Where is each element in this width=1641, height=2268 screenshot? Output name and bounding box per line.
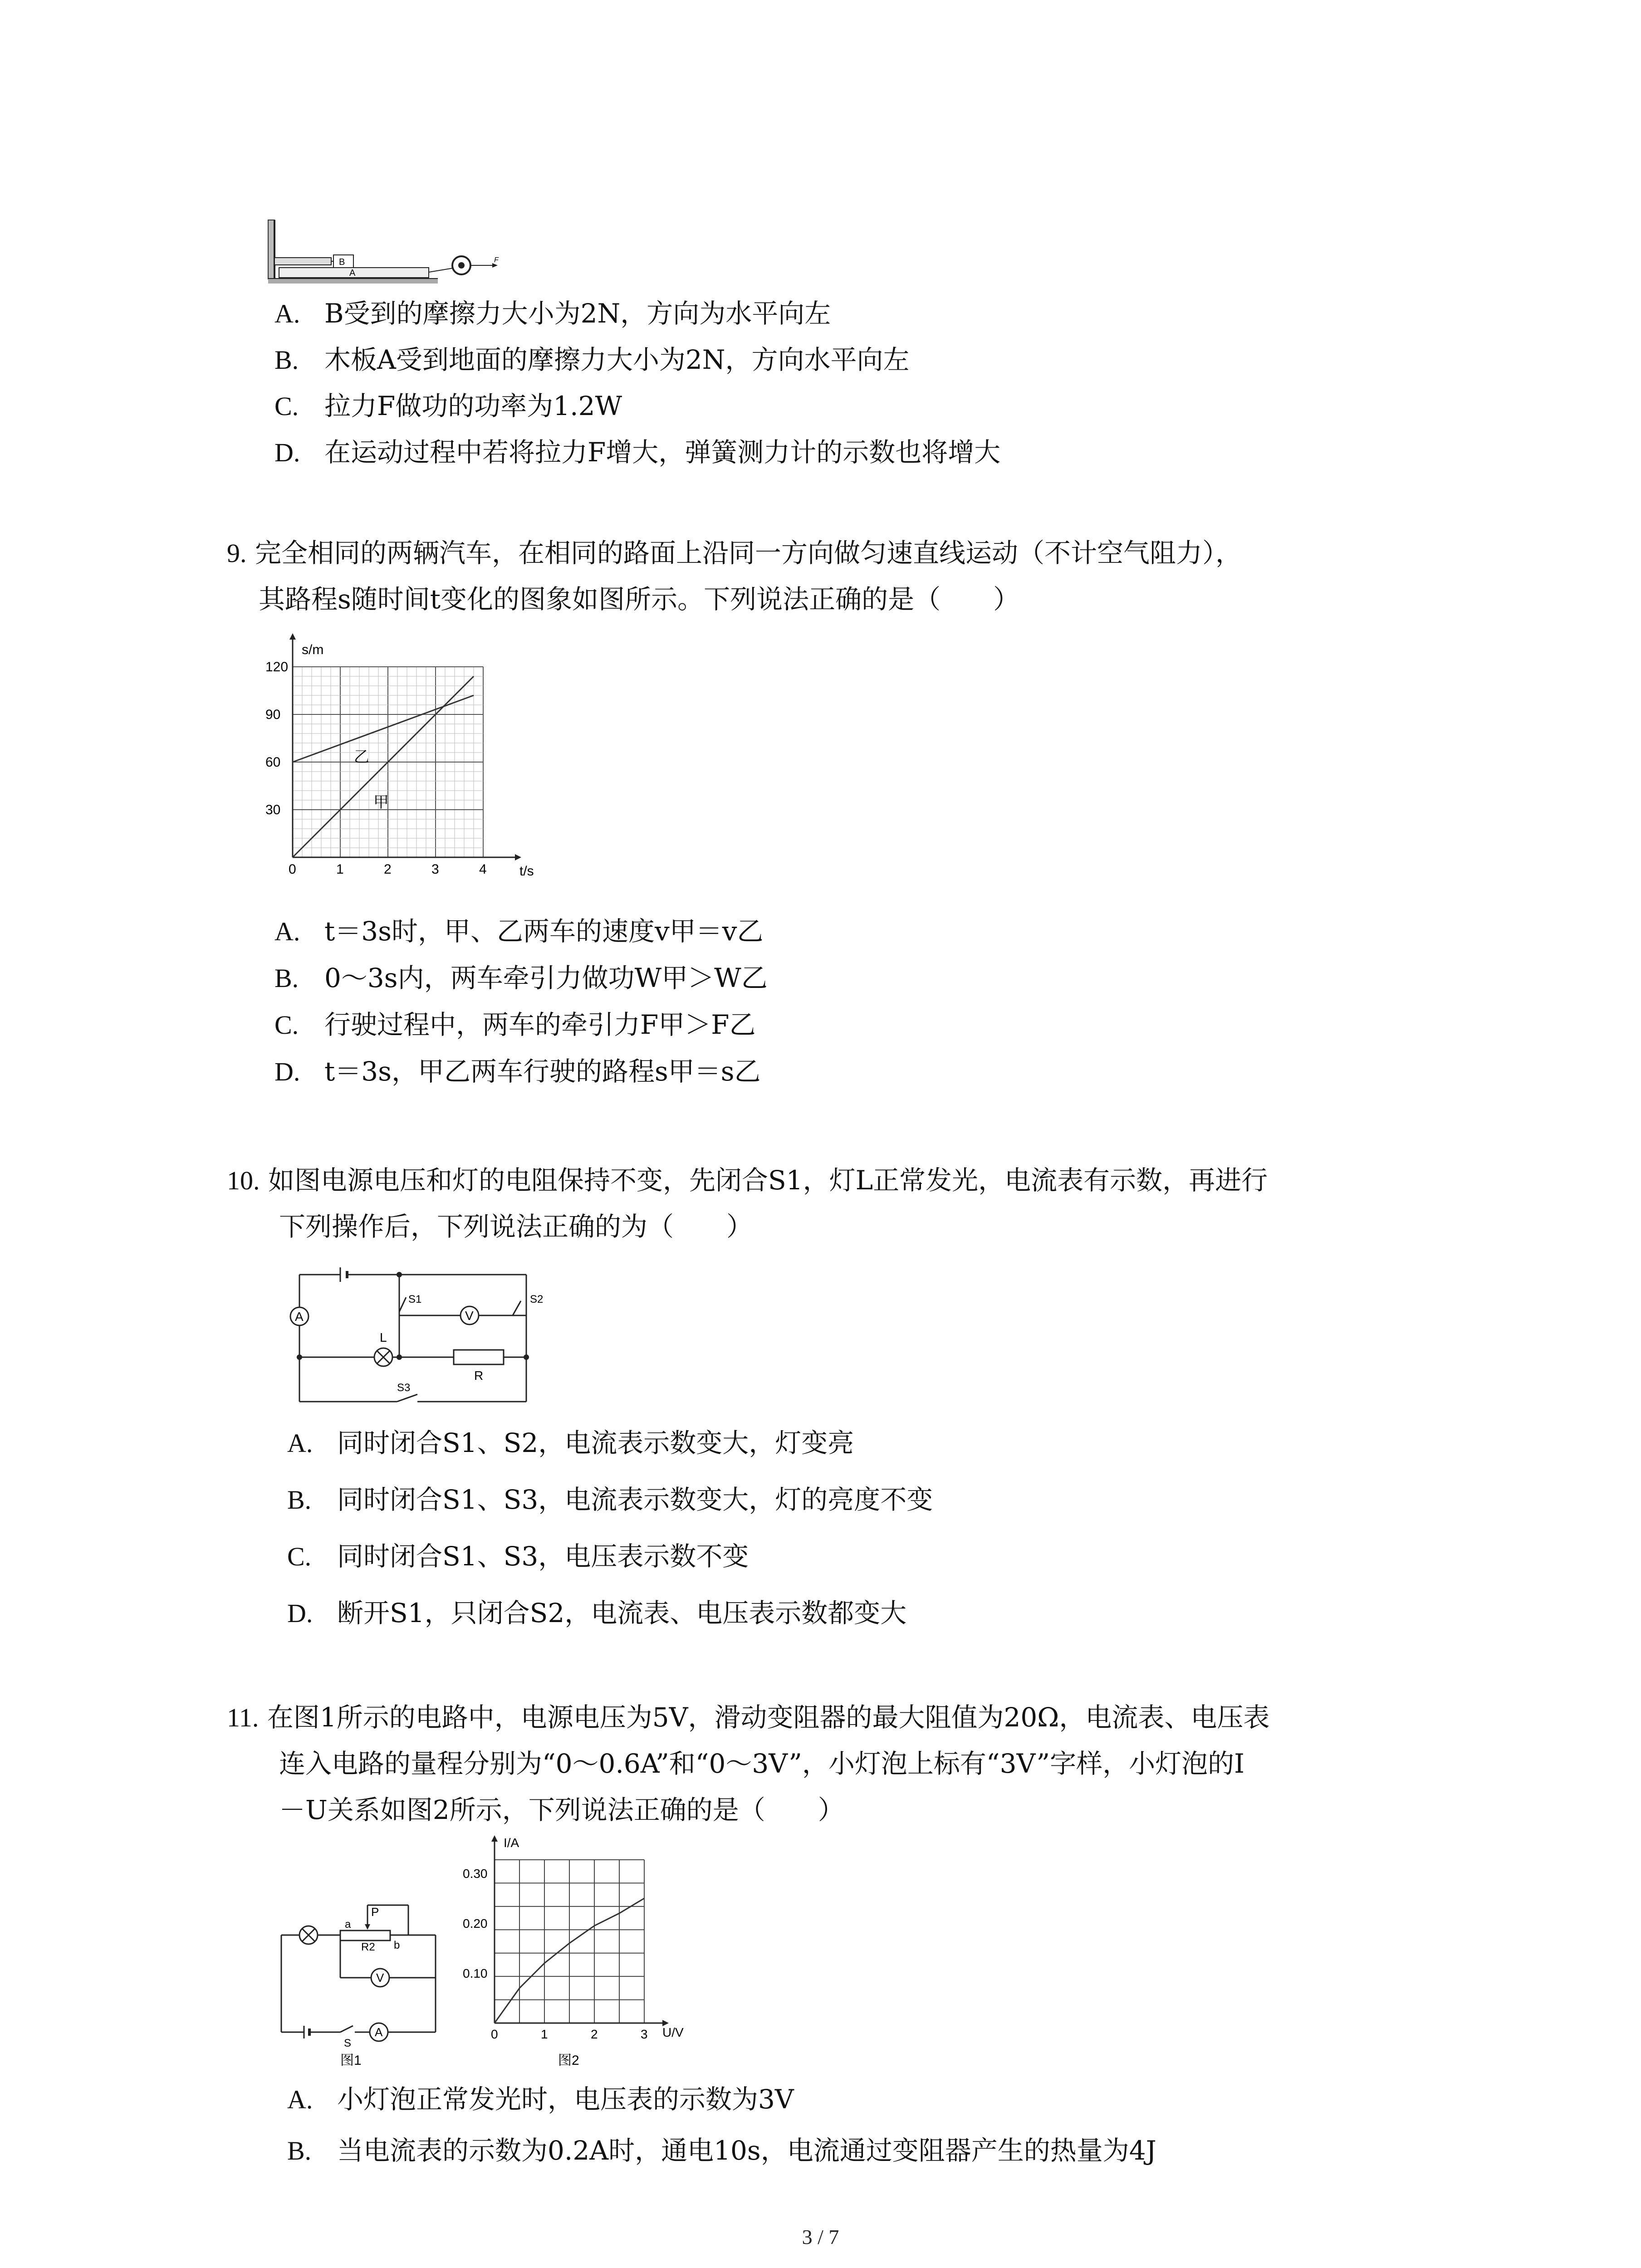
q8-figure — [265, 218, 501, 286]
q11-y-tick-label: 0.10 — [463, 1966, 488, 1980]
q11-a-label: a — [345, 1918, 351, 1931]
q10-s3-label: S3 — [397, 1382, 411, 1394]
q10-s2-label: S2 — [530, 1293, 544, 1305]
q10-ammeter-label: A — [295, 1310, 304, 1324]
q10-lamp-label: L — [380, 1330, 387, 1344]
q9-series-line-0 — [293, 676, 474, 857]
q9-option-d: D. t＝3s，甲乙两车行驶的路程s甲＝s乙 — [274, 1056, 761, 1087]
q9-option-b: B. 0～3s内，两车牵引力做功W甲＞W乙 — [274, 963, 768, 993]
q11-stem-line2: 连入电路的量程分别为“0～0.6A”和“0～3V”，小灯泡上标有“3V”字样，小灯泡的I — [279, 1748, 1245, 1779]
q11-r2-label: R2 — [361, 1941, 375, 1953]
q9-option-c: C. 行驶过程中，两车的牵引力F甲＞F乙 — [274, 1009, 756, 1040]
q10-option-c: C. 同时闭合S1、S3，电压表示数不变 — [287, 1541, 749, 1572]
q10-s1-label: S1 — [408, 1293, 422, 1305]
q11-y-tick-label: 0.30 — [463, 1867, 488, 1881]
q11-slider-label: P — [371, 1905, 379, 1919]
q11-switch-label: S — [344, 2037, 352, 2049]
q11-fig1-caption: 图1 — [340, 2053, 362, 2068]
q11-stem-line1: 11. 在图1所示的电路中，电源电压为5V，滑动变阻器的最大阻值为20Ω，电流表、电压表 — [227, 1702, 1270, 1733]
q11-stem-line3: －U关系如图2所示，下列说法正确的是（ ） — [279, 1794, 844, 1825]
q11-xlabel: U/V — [662, 2025, 684, 2039]
q9-series-label-yi: 乙 — [354, 748, 369, 766]
q9-x-tick-label: 1 — [336, 862, 344, 877]
q8-option-c: C. 拉力F做功的功率为1.2W — [274, 391, 622, 421]
q10-voltmeter-label: V — [465, 1309, 474, 1323]
q9-series-label-jia: 甲 — [373, 794, 389, 811]
q8-option-d: D. 在运动过程中若将拉力F增大，弹簧测力计的示数也将增大 — [274, 437, 1001, 468]
q11-chart — [463, 1828, 703, 2068]
page-number: 3 / 7 — [802, 2225, 839, 2248]
q10-option-a: A. 同时闭合S1、S2，电流表示数变大，灯变亮 — [287, 1427, 854, 1458]
q9-x-tick-label: 4 — [479, 862, 487, 877]
q9-y-tick-label: 120 — [265, 660, 289, 675]
q11-x-tick-label: 1 — [541, 2027, 548, 2041]
q9-x-tick-label: 3 — [431, 862, 439, 877]
board-a-label: A — [349, 268, 356, 278]
force-label: F — [494, 256, 499, 264]
q9-ylabel: s/m — [302, 642, 324, 657]
q10-option-b: B. 同时闭合S1、S3，电流表示数变大，灯的亮度不变 — [287, 1484, 933, 1515]
q9-y-tick-label: 90 — [265, 707, 281, 722]
q11-x-tick-label: 3 — [641, 2027, 648, 2041]
q9-series-line-1 — [293, 695, 474, 762]
q10-option-d: D. 断开S1，只闭合S2，电流表、电压表示数都变大 — [287, 1598, 907, 1628]
q8-option-b: B. 木板A受到地面的摩擦力大小为2N，方向水平向左 — [274, 344, 910, 375]
q9-option-a: A. t＝3s时，甲、乙两车的速度v甲＝v乙 — [274, 916, 764, 947]
q9-xlabel: t/s — [519, 864, 534, 879]
q9-chart — [265, 626, 560, 885]
q11-option-a: A. 小灯泡正常发光时，电压表的示数为3V — [287, 2084, 794, 2115]
q8-option-a: A. B受到的摩擦力大小为2N，方向为水平向左 — [274, 298, 831, 329]
q9-y-arrow — [289, 633, 296, 640]
q11-y-tick-label: 0.20 — [463, 1916, 488, 1931]
block-b-label: B — [339, 257, 345, 267]
q11-b-label: b — [394, 1939, 400, 1951]
q11-fig2-caption: 图2 — [558, 2053, 579, 2068]
q11-x-tick-label: 0 — [491, 2027, 498, 2041]
q9-x-tick-label: 2 — [384, 862, 392, 877]
q11-y-arrow — [491, 1835, 498, 1842]
q11-x-tick-label: 2 — [591, 2027, 598, 2041]
q9-y-tick-label: 60 — [265, 755, 281, 770]
q9-stem-line1: 9. 完全相同的两辆汽车，在相同的路面上沿同一方向做匀速直线运动（不计空气阻力）， — [227, 538, 1242, 568]
q11-ammeter-label: A — [375, 2025, 383, 2039]
q9-x-arrow — [515, 854, 521, 860]
q11-option-b: B. 当电流表的示数为0.2A时，通电10s，电流通过变阻器产生的热量为4J — [287, 2135, 1156, 2166]
q10-circuit — [281, 1261, 554, 1411]
q10-stem-line1: 10. 如图电源电压和灯的电阻保持不变，先闭合S1，灯L正常发光，电流表有示数，再进行 — [227, 1165, 1268, 1196]
q9-stem-line2: 其路程s随时间t变化的图象如图所示。下列说法正确的是（ ） — [259, 584, 1020, 615]
q11-fig1-circuit — [272, 1878, 454, 2068]
q10-resistor-label: R — [474, 1369, 484, 1383]
q11-voltmeter-label: V — [376, 1971, 384, 1984]
q9-x-tick-label: 0 — [289, 862, 296, 877]
q10-stem-line2: 下列操作后，下列说法正确的为（ ） — [279, 1211, 753, 1242]
q11-ylabel: I/A — [504, 1836, 519, 1850]
spring-scale — [274, 258, 331, 265]
q9-y-tick-label: 30 — [265, 802, 281, 817]
